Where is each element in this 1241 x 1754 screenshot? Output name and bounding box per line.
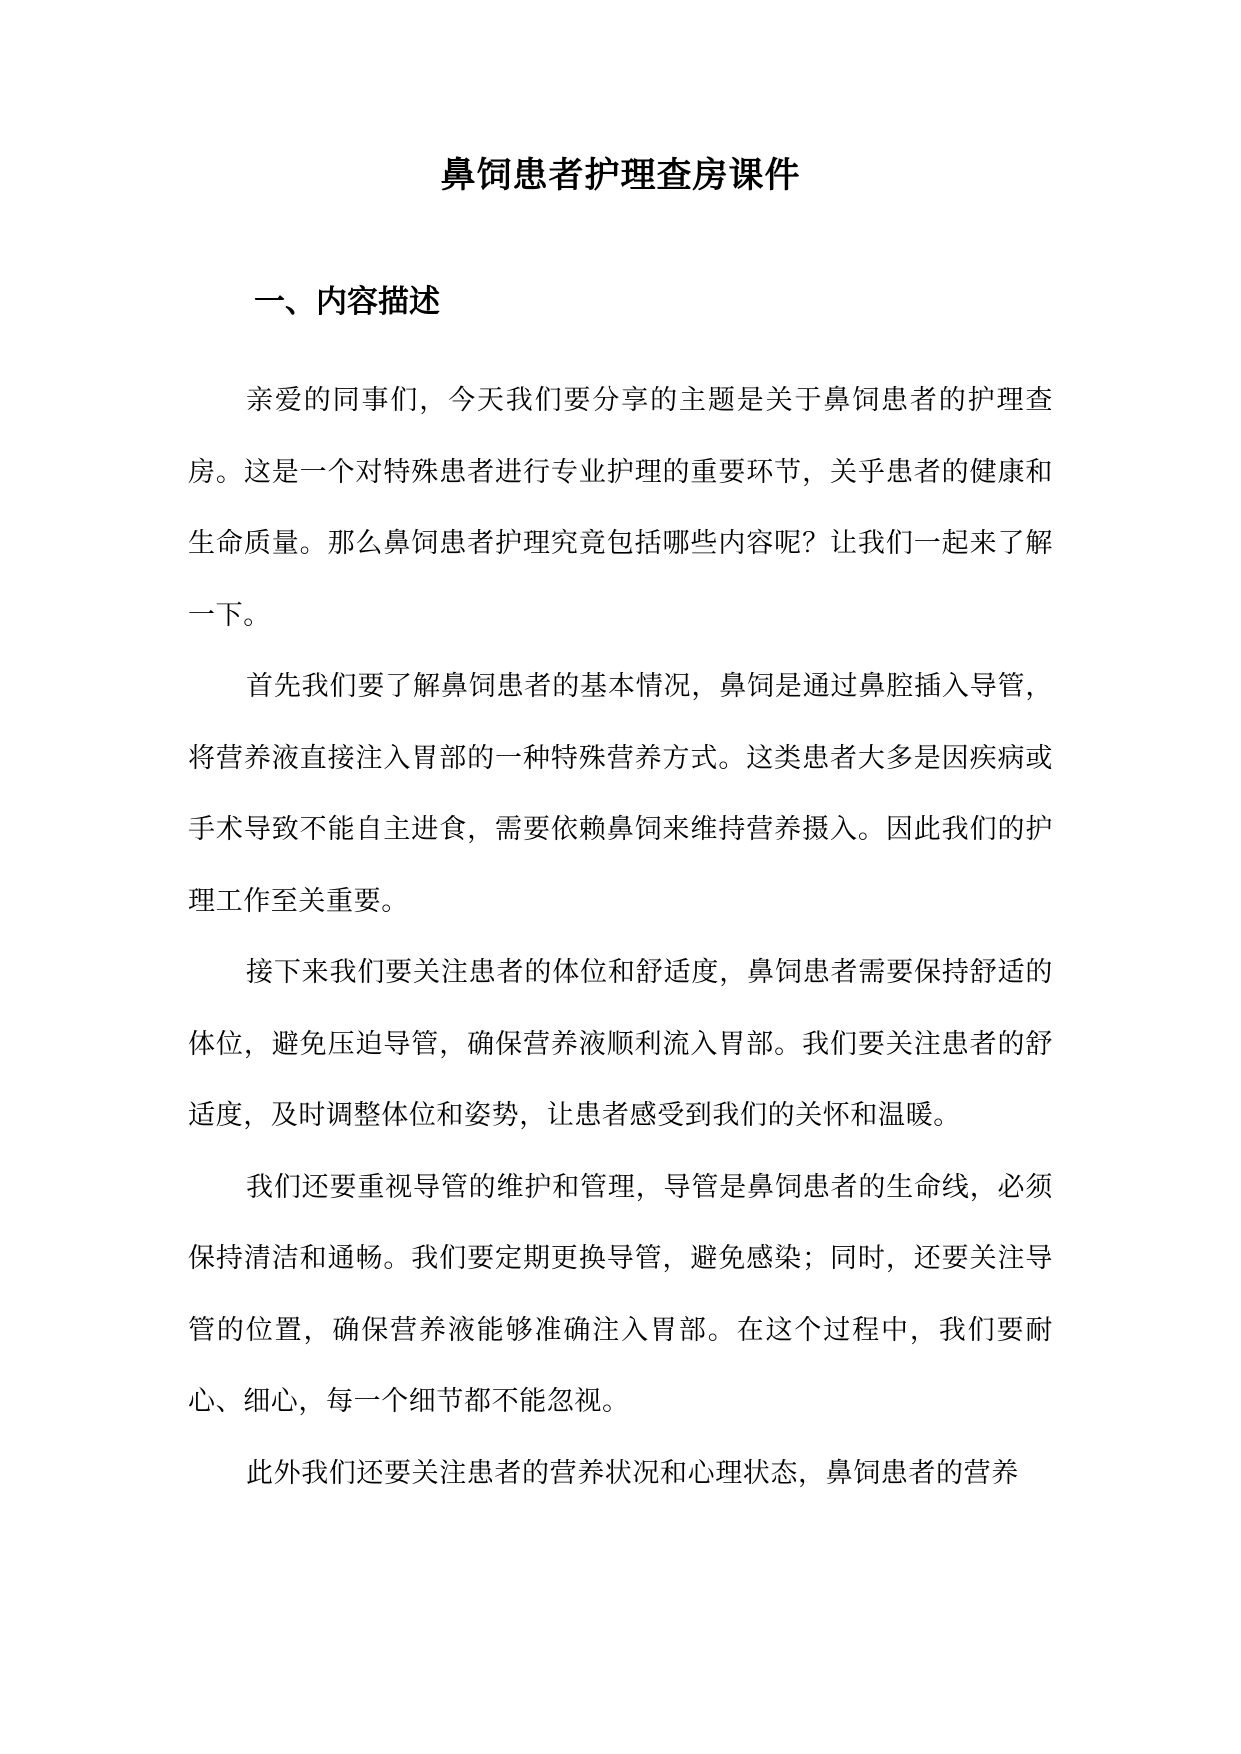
paragraph-nutrition-psychology: 此外我们还要关注患者的营养状况和心理状态，鼻饲患者的营养 bbox=[246, 1457, 1019, 1489]
paragraph-tube-maintenance: 我们还要重视导管的维护和管理，导管是鼻饲患者的生命线，必须保持清洁和通畅。我们要定期更换导管，避免感染；同时，还要关注导管的位置，确保营养液能够准确注入胃部。在这个过程中，我们要耐心、细心，每一个细节都不能忽视。 bbox=[188, 1171, 1053, 1417]
paragraph-posture-comfort: 接下来我们要关注患者的体位和舒适度，鼻饲患者需要保持舒适的体位，避免压迫导管，确保营养液顺利流入胃部。我们要关注患者的舒适度，及时调整体位和姿势，让患者感受到我们的关怀和温暖。 bbox=[188, 957, 1053, 1131]
section-heading: 一、内容描述 bbox=[254, 284, 440, 320]
paragraph-intro: 亲爱的同事们，今天我们要分享的主题是关于鼻饲患者的护理查房。这是一个对特殊患者进行专业护理的重要环节，关乎患者的健康和生命质量。那么鼻饲患者护理究竟包括哪些内容呢？让我们一起来了解一下。 bbox=[188, 385, 1053, 631]
document-title: 鼻饲患者护理查房课件 bbox=[440, 155, 801, 196]
paragraph-basic-info: 首先我们要了解鼻饲患者的基本情况，鼻饲是通过鼻腔插入导管，将营养液直接注入胃部的一种特殊营养方式。这类患者大多是因疾病或手术导致不能自主进食，需要依赖鼻饲来维持营养摄入。因此我们的护理工作至关重要。 bbox=[188, 671, 1053, 917]
document-body bbox=[188, 365, 1053, 1509]
